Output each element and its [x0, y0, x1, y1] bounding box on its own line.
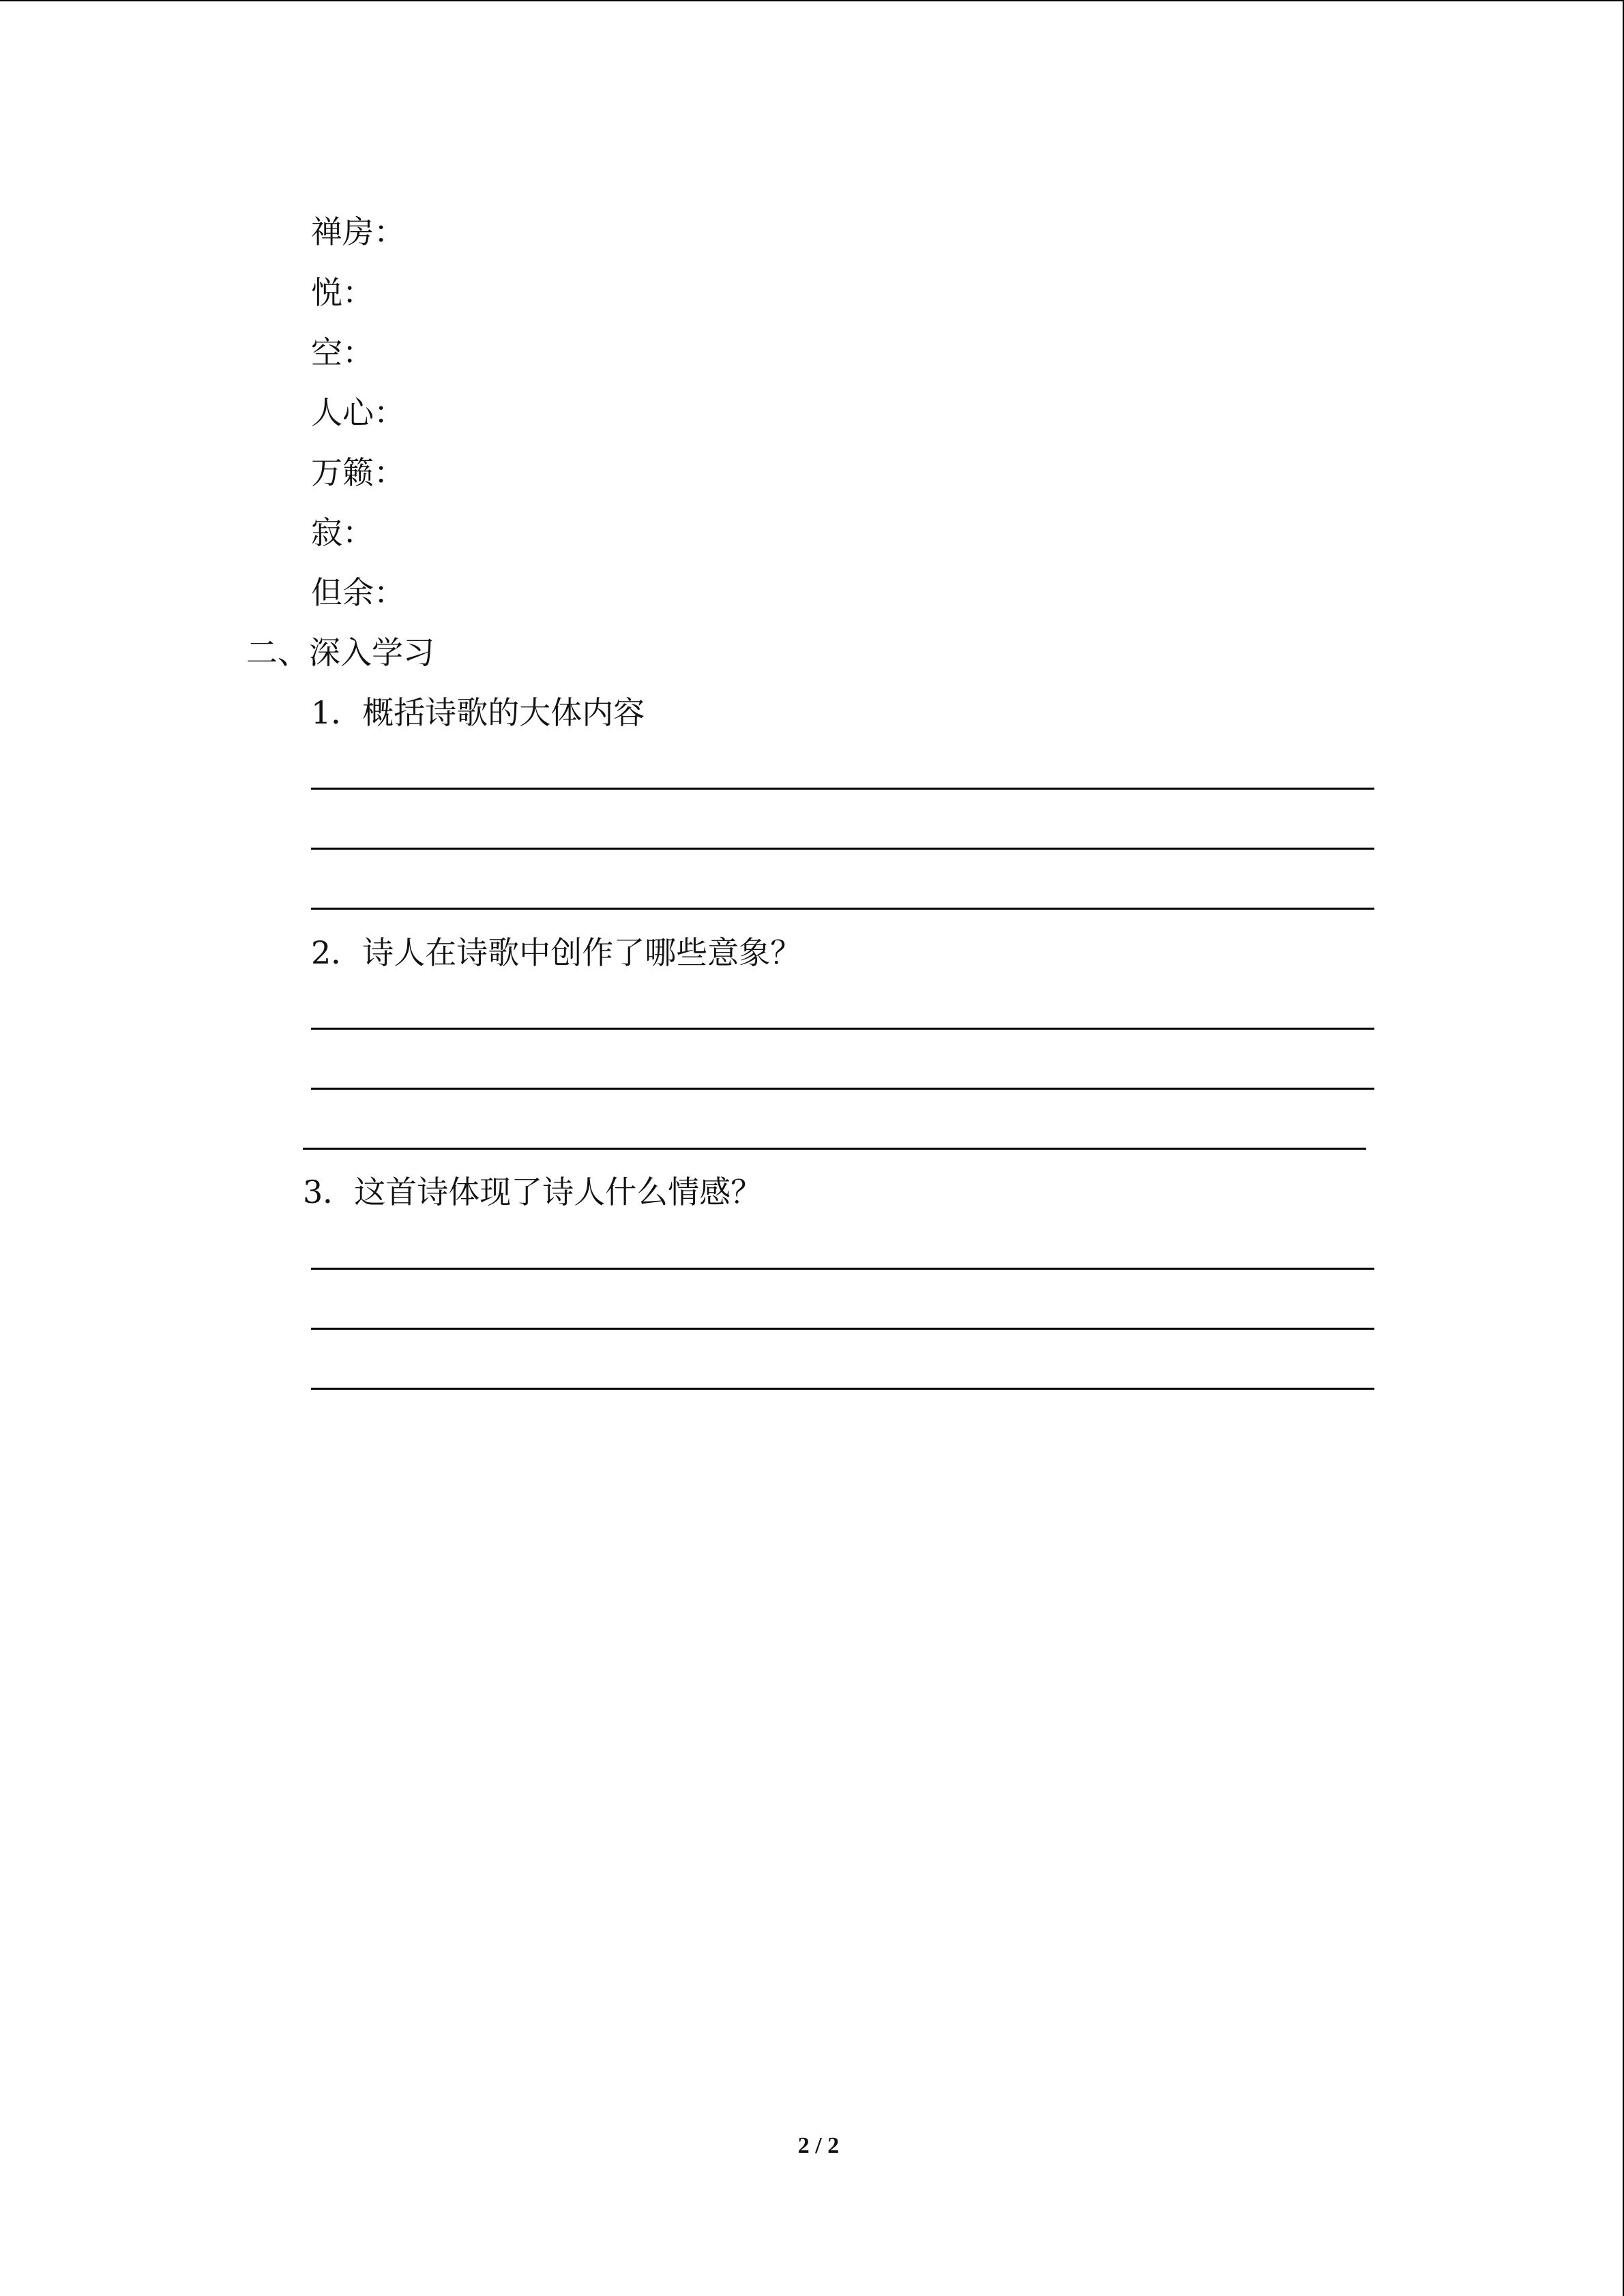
vocab-item-ji: 寂： [311, 514, 374, 551]
vocab-item-renxin: 人心： [311, 394, 405, 431]
answer-line[interactable] [311, 788, 1374, 790]
vocab-item-kong: 空： [311, 334, 374, 371]
vocab-item-wanlai: 万籁： [311, 454, 405, 491]
question-1: 1．概括诗歌的大体内容 [311, 694, 645, 731]
answer-line[interactable] [311, 1388, 1374, 1390]
vocab-item-danyu: 但余： [311, 574, 405, 611]
answer-line[interactable] [311, 848, 1374, 850]
vocab-item-yue: 悦： [311, 274, 374, 311]
answer-line[interactable] [311, 1028, 1374, 1030]
answer-line[interactable] [311, 1328, 1374, 1330]
page-number: 2 / 2 [797, 2133, 840, 2158]
answer-line[interactable] [303, 1148, 1366, 1150]
question-3: 3．这首诗体现了诗人什么情感？ [303, 1174, 763, 1210]
question-2: 2．诗人在诗歌中创作了哪些意象？ [311, 934, 802, 971]
vocab-item-chanfang: 禅房： [311, 213, 405, 250]
answer-line[interactable] [311, 1268, 1374, 1270]
answer-line[interactable] [311, 908, 1374, 910]
answer-line[interactable] [311, 1088, 1374, 1090]
section-heading: 二、深入学习 [246, 634, 434, 671]
